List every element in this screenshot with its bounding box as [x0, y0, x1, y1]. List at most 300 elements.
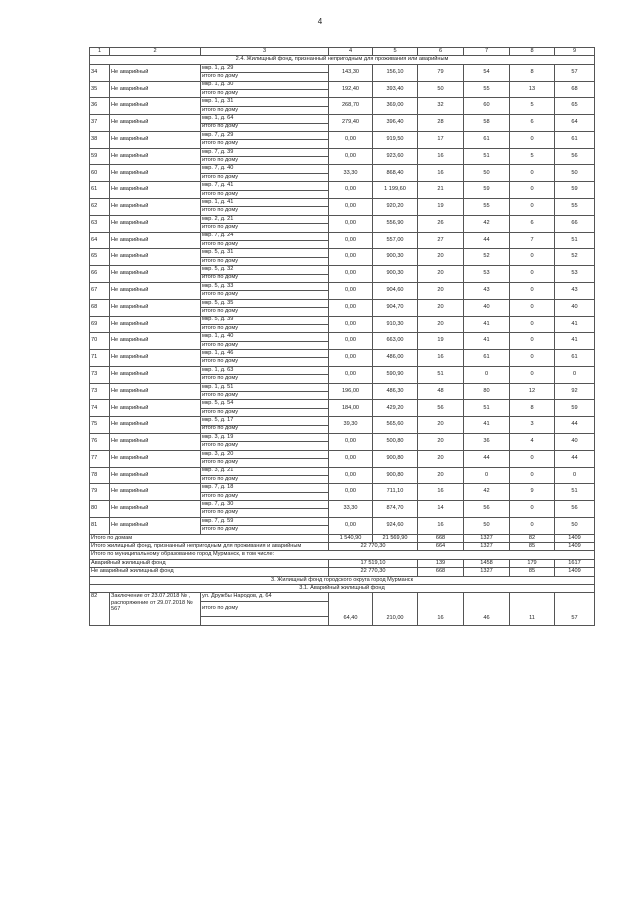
house-address: мкр. 1, д. 46 [201, 350, 329, 358]
per-house-label: итого по дому [201, 358, 329, 366]
per-house-label: итого по дому [201, 190, 329, 198]
per-house-label: итого по дому [201, 509, 329, 517]
house-v9: 57 [555, 593, 595, 625]
house-number: 77 [90, 450, 110, 467]
house-status: Не аварийный [110, 333, 201, 350]
house-area2: 156,10 [373, 64, 418, 81]
house-v7: 0 [464, 467, 510, 484]
house-v6: 27 [418, 232, 464, 249]
non-emergency-fund-v6: 668 [418, 568, 464, 576]
house-number: 37 [90, 115, 110, 132]
emergency-fund-v7: 1458 [464, 559, 510, 567]
house-area1: 0,00 [329, 131, 373, 148]
house-v8: 0 [510, 249, 555, 266]
house-v9: 53 [555, 266, 595, 283]
total-houses-area1: 1 540,90 [329, 534, 373, 542]
non-emergency-fund-area: 22 770,30 [329, 568, 418, 576]
house-v7: 44 [464, 232, 510, 249]
house-status: Заключение от 23.07.2018 № , распоряжение от 29.07.2018 № 567 [110, 593, 201, 625]
house-status: Не аварийный [110, 215, 201, 232]
house-status: Не аварийный [110, 484, 201, 501]
house-v9: 0 [555, 467, 595, 484]
house-address: мкр. 5, д. 33 [201, 282, 329, 290]
house-address: ул. Дружбы Народов, д. 64 [201, 593, 329, 601]
house-v6: 20 [418, 249, 464, 266]
house-v8: 5 [510, 98, 555, 115]
total-fund-area: 22 770,30 [329, 543, 418, 551]
total-row [90, 534, 595, 542]
house-v7: 40 [464, 299, 510, 316]
house-v9: 55 [555, 199, 595, 216]
house-address: мкр. 1, д. 51 [201, 383, 329, 391]
house-v9: 68 [555, 81, 595, 98]
house-v6: 16 [418, 165, 464, 182]
house-v6: 20 [418, 433, 464, 450]
house-row [90, 417, 595, 425]
house-area1: 0,00 [329, 282, 373, 299]
total-houses-label: Итого по домам [90, 534, 329, 542]
house-number: 67 [90, 282, 110, 299]
total-row [90, 551, 595, 559]
house-v8: 0 [510, 182, 555, 199]
house-v9: 59 [555, 182, 595, 199]
per-house-label: итого по дому [201, 442, 329, 450]
house-area2: 920,20 [373, 199, 418, 216]
city-total-label: Итого по муниципальному образованию город Мурманск, в том числе: [90, 551, 595, 559]
house-row [90, 182, 595, 190]
house-number: 68 [90, 299, 110, 316]
emergency-fund-v9: 1617 [555, 559, 595, 567]
house-address: мкр. 1, д. 30 [201, 81, 329, 89]
house-area1: 0,00 [329, 299, 373, 316]
house-v8: 0 [510, 450, 555, 467]
house-v7: 44 [464, 450, 510, 467]
house-status: Не аварийный [110, 366, 201, 383]
house-v8: 8 [510, 64, 555, 81]
house-v7: 51 [464, 148, 510, 165]
house-row [90, 148, 595, 156]
total-houses-v8: 82 [510, 534, 555, 542]
house-v9: 50 [555, 165, 595, 182]
total-fund-v8: 85 [510, 543, 555, 551]
house-v8: 6 [510, 215, 555, 232]
house-v6: 20 [418, 417, 464, 434]
total-houses-area2: 21 569,90 [373, 534, 418, 542]
house-address: мкр. 7, д. 39 [201, 148, 329, 156]
house-v8: 12 [510, 383, 555, 400]
per-house-label: итого по дому [201, 106, 329, 114]
house-address: мкр. 1, д. 63 [201, 366, 329, 374]
house-v6: 16 [418, 593, 464, 625]
house-v9: 64 [555, 115, 595, 132]
house-status: Не аварийный [110, 266, 201, 283]
house-area1: 279,40 [329, 115, 373, 132]
housing-register-table [89, 47, 595, 626]
house-area1: 0,00 [329, 249, 373, 266]
header-cell: 6 [418, 48, 464, 56]
house-v9: 50 [555, 517, 595, 534]
house-v6: 16 [418, 350, 464, 367]
house-area2: 590,90 [373, 366, 418, 383]
house-row [90, 383, 595, 391]
house-area2: 904,70 [373, 299, 418, 316]
house-row [90, 215, 595, 223]
house-address: мкр. 5, д. 54 [201, 400, 329, 408]
per-house-label: итого по дому [201, 157, 329, 165]
house-v6: 21 [418, 182, 464, 199]
house-v6: 19 [418, 333, 464, 350]
house-status: Не аварийный [110, 316, 201, 333]
house-area2: 919,50 [373, 131, 418, 148]
house-v7: 41 [464, 333, 510, 350]
house-area1: 192,40 [329, 81, 373, 98]
house-row [90, 450, 595, 458]
house-row [90, 282, 595, 290]
house-v7: 61 [464, 131, 510, 148]
house-number: 65 [90, 249, 110, 266]
house-area2: 900,80 [373, 450, 418, 467]
house-area2: 396,40 [373, 115, 418, 132]
house-address: мкр. 1, д. 40 [201, 333, 329, 341]
total-houses-v6: 668 [418, 534, 464, 542]
house-v7: 42 [464, 215, 510, 232]
house-number: 36 [90, 98, 110, 115]
house-area2: 868,40 [373, 165, 418, 182]
house-v9: 43 [555, 282, 595, 299]
house-area1: 0,00 [329, 215, 373, 232]
house-status: Не аварийный [110, 182, 201, 199]
house-area1: 0,00 [329, 266, 373, 283]
house-v7: 59 [464, 182, 510, 199]
house-status: Не аварийный [110, 417, 201, 434]
house-area1: 0,00 [329, 450, 373, 467]
house-number: 75 [90, 417, 110, 434]
house-area2: 924,60 [373, 517, 418, 534]
house-status: Не аварийный [110, 467, 201, 484]
house-v9: 57 [555, 64, 595, 81]
house-address: мкр. 3, д. 19 [201, 433, 329, 441]
per-house-label: итого по дому [201, 341, 329, 349]
spacer-cell [201, 616, 329, 625]
house-number: 64 [90, 232, 110, 249]
house-status: Не аварийный [110, 249, 201, 266]
emergency-fund-v6: 139 [418, 559, 464, 567]
house-number: 34 [90, 64, 110, 81]
house-v6: 16 [418, 517, 464, 534]
header-cell: 4 [329, 48, 373, 56]
house-v6: 16 [418, 148, 464, 165]
house-area1: 0,00 [329, 517, 373, 534]
house-v7: 52 [464, 249, 510, 266]
house-v7: 41 [464, 417, 510, 434]
house-row [90, 199, 595, 207]
house-address: мкр. 5, д. 35 [201, 299, 329, 307]
house-row [90, 400, 595, 408]
house-v7: 55 [464, 199, 510, 216]
house-v8: 8 [510, 400, 555, 417]
total-houses-v7: 1327 [464, 534, 510, 542]
house-address: мкр. 7, д. 59 [201, 517, 329, 525]
house-address: мкр. 2, д. 21 [201, 215, 329, 223]
house-v8: 0 [510, 131, 555, 148]
section-heading-row [90, 576, 595, 584]
per-house-label: итого по дому [201, 324, 329, 332]
house-status: Не аварийный [110, 232, 201, 249]
house-number: 61 [90, 182, 110, 199]
house-v8: 0 [510, 282, 555, 299]
house-status: Не аварийный [110, 501, 201, 518]
house-area2: 1 199,60 [373, 182, 418, 199]
house-status: Не аварийный [110, 64, 201, 81]
section-heading: 3.1. Аварийный жилищный фонд [90, 585, 595, 593]
house-area1: 143,30 [329, 64, 373, 81]
per-house-label: итого по дому [201, 257, 329, 265]
house-area1: 0,00 [329, 316, 373, 333]
house-row [90, 81, 595, 89]
per-house-label: итого по дому [201, 408, 329, 416]
house-v8: 0 [510, 350, 555, 367]
house-area2: 900,30 [373, 249, 418, 266]
house-number: 76 [90, 433, 110, 450]
house-row [90, 232, 595, 240]
house-row [90, 484, 595, 492]
per-house-label: итого по дому [201, 308, 329, 316]
house-v8: 3 [510, 417, 555, 434]
house-v9: 51 [555, 484, 595, 501]
header-row [90, 48, 595, 56]
house-v7: 80 [464, 383, 510, 400]
house-status: Не аварийный [110, 433, 201, 450]
house-v8: 11 [510, 593, 555, 625]
per-house-label: итого по дому [201, 173, 329, 181]
house-status: Не аварийный [110, 81, 201, 98]
house-v6: 50 [418, 81, 464, 98]
house-v6: 20 [418, 282, 464, 299]
house-area1: 0,00 [329, 350, 373, 367]
house-number: 71 [90, 350, 110, 367]
house-area2: 369,00 [373, 98, 418, 115]
non-emergency-fund-v9: 1409 [555, 568, 595, 576]
total-row [90, 559, 595, 567]
house-v6: 51 [418, 366, 464, 383]
house-v8: 9 [510, 484, 555, 501]
house-area2: 393,40 [373, 81, 418, 98]
house-v7: 36 [464, 433, 510, 450]
house-area2: 910,30 [373, 316, 418, 333]
house-address: мкр. 3, д. 20 [201, 450, 329, 458]
per-house-label: итого по дому [201, 425, 329, 433]
section-heading: 3. Жилищный фонд городского округа город Мурманск [90, 576, 595, 584]
house-number: 81 [90, 517, 110, 534]
house-address: мкр. 1, д. 64 [201, 115, 329, 123]
house-address: мкр. 7, д. 24 [201, 232, 329, 240]
house-area2: 500,80 [373, 433, 418, 450]
header-cell: 9 [555, 48, 595, 56]
house-row [90, 316, 595, 324]
house-v9: 92 [555, 383, 595, 400]
house-v6: 20 [418, 316, 464, 333]
house-v9: 44 [555, 450, 595, 467]
house-area2: 711,10 [373, 484, 418, 501]
house-status: Не аварийный [110, 350, 201, 367]
house-v7: 60 [464, 98, 510, 115]
house-v9: 44 [555, 417, 595, 434]
house-v6: 19 [418, 199, 464, 216]
emergency-fund-area: 17 519,10 [329, 559, 418, 567]
house-number: 60 [90, 165, 110, 182]
house-area2: 429,20 [373, 400, 418, 417]
emergency-fund-label: Аварийный жилищный фонд [90, 559, 329, 567]
house-v8: 13 [510, 81, 555, 98]
house-v6: 56 [418, 400, 464, 417]
header-cell: 8 [510, 48, 555, 56]
house-row [90, 115, 595, 123]
house-status: Не аварийный [110, 383, 201, 400]
house-v7: 50 [464, 517, 510, 534]
total-row [90, 543, 595, 551]
section-heading-row [90, 585, 595, 593]
house-area1: 0,00 [329, 484, 373, 501]
house-v8: 0 [510, 366, 555, 383]
header-cell: 7 [464, 48, 510, 56]
per-house-label: итого по дому [201, 601, 329, 616]
house-status: Не аварийный [110, 165, 201, 182]
house-address: мкр. 5, д. 17 [201, 417, 329, 425]
house-v8: 0 [510, 199, 555, 216]
house-row [90, 350, 595, 358]
house-address: мкр. 5, д. 32 [201, 266, 329, 274]
house-v6: 32 [418, 98, 464, 115]
per-house-label: итого по дому [201, 459, 329, 467]
house-v8: 0 [510, 316, 555, 333]
house-area1: 184,00 [329, 400, 373, 417]
house-row [90, 249, 595, 257]
house-row [90, 333, 595, 341]
house-area2: 904,60 [373, 282, 418, 299]
per-house-label: итого по дому [201, 140, 329, 148]
section-heading: 2.4. Жилищный фонд, признанный непригодным для проживания или аварийным [90, 56, 595, 64]
house-v7: 54 [464, 64, 510, 81]
house-area1: 0,00 [329, 333, 373, 350]
house-v9: 41 [555, 333, 595, 350]
house-area1: 0,00 [329, 366, 373, 383]
header-cell: 5 [373, 48, 418, 56]
house-v8: 7 [510, 232, 555, 249]
house-area2: 900,80 [373, 467, 418, 484]
total-fund-v6: 664 [418, 543, 464, 551]
house-status: Не аварийный [110, 517, 201, 534]
house-number: 59 [90, 148, 110, 165]
house-number: 82 [90, 593, 110, 625]
per-house-label: итого по дому [201, 392, 329, 400]
house-number: 79 [90, 484, 110, 501]
house-v9: 66 [555, 215, 595, 232]
house-v9: 40 [555, 299, 595, 316]
house-v7: 53 [464, 266, 510, 283]
house-address: мкр. 5, д. 39 [201, 316, 329, 324]
house-v7: 50 [464, 165, 510, 182]
house-area1: 0,00 [329, 182, 373, 199]
per-house-label: итого по дому [201, 526, 329, 534]
header-cell: 2 [110, 48, 201, 56]
house-v6: 28 [418, 115, 464, 132]
house-v7: 61 [464, 350, 510, 367]
house-v6: 17 [418, 131, 464, 148]
total-fund-label: Итого жилищный фонд, признанный непригодным для проживания и аварийным [90, 543, 329, 551]
house-v8: 5 [510, 148, 555, 165]
per-house-label: итого по дому [201, 123, 329, 131]
house-status: Не аварийный [110, 282, 201, 299]
house-v9: 0 [555, 366, 595, 383]
house-address: мкр. 1, д. 31 [201, 98, 329, 106]
per-house-label: итого по дому [201, 89, 329, 97]
total-fund-v7: 1327 [464, 543, 510, 551]
house-row [90, 299, 595, 307]
house-v6: 20 [418, 467, 464, 484]
house-v8: 4 [510, 433, 555, 450]
house-status: Не аварийный [110, 115, 201, 132]
house-number: 70 [90, 333, 110, 350]
house-status: Не аварийный [110, 148, 201, 165]
house-v8: 0 [510, 266, 555, 283]
house-address: мкр. 7, д. 30 [201, 501, 329, 509]
house-v8: 0 [510, 299, 555, 316]
house-number: 35 [90, 81, 110, 98]
house-area1: 33,30 [329, 501, 373, 518]
page-number: 4 [317, 17, 323, 26]
house-address: мкр. 7, д. 41 [201, 182, 329, 190]
header-cell: 3 [201, 48, 329, 56]
house-address: мкр. 7, д. 40 [201, 165, 329, 173]
house-v9: 51 [555, 232, 595, 249]
house-status: Не аварийный [110, 450, 201, 467]
house-area1: 0,00 [329, 148, 373, 165]
house-row [90, 266, 595, 274]
house-v8: 0 [510, 165, 555, 182]
house-v8: 0 [510, 501, 555, 518]
house-v7: 42 [464, 484, 510, 501]
house-v6: 20 [418, 450, 464, 467]
house-number: 73 [90, 383, 110, 400]
house-area1: 196,00 [329, 383, 373, 400]
house-area1: 39,30 [329, 417, 373, 434]
house-v7: 0 [464, 366, 510, 383]
house-area1: 268,70 [329, 98, 373, 115]
house-area2: 923,60 [373, 148, 418, 165]
house-v7: 56 [464, 501, 510, 518]
per-house-label: итого по дому [201, 274, 329, 282]
house-address: мкр. 5, д. 31 [201, 249, 329, 257]
house-address: мкр. 7, д. 29 [201, 131, 329, 139]
per-house-label: итого по дому [201, 375, 329, 383]
house-row [90, 501, 595, 509]
house-number: 80 [90, 501, 110, 518]
house-status: Не аварийный [110, 98, 201, 115]
per-house-label: итого по дому [201, 207, 329, 215]
house-v8: 0 [510, 517, 555, 534]
per-house-label: итого по дому [201, 240, 329, 248]
house-v9: 41 [555, 316, 595, 333]
house-area2: 565,60 [373, 417, 418, 434]
house-area1: 64,40 [329, 593, 373, 625]
house-v7: 41 [464, 316, 510, 333]
house-number: 78 [90, 467, 110, 484]
house-row [90, 131, 595, 139]
house-number: 38 [90, 131, 110, 148]
house-number: 62 [90, 199, 110, 216]
house-v9: 40 [555, 433, 595, 450]
house-area2: 900,30 [373, 266, 418, 283]
